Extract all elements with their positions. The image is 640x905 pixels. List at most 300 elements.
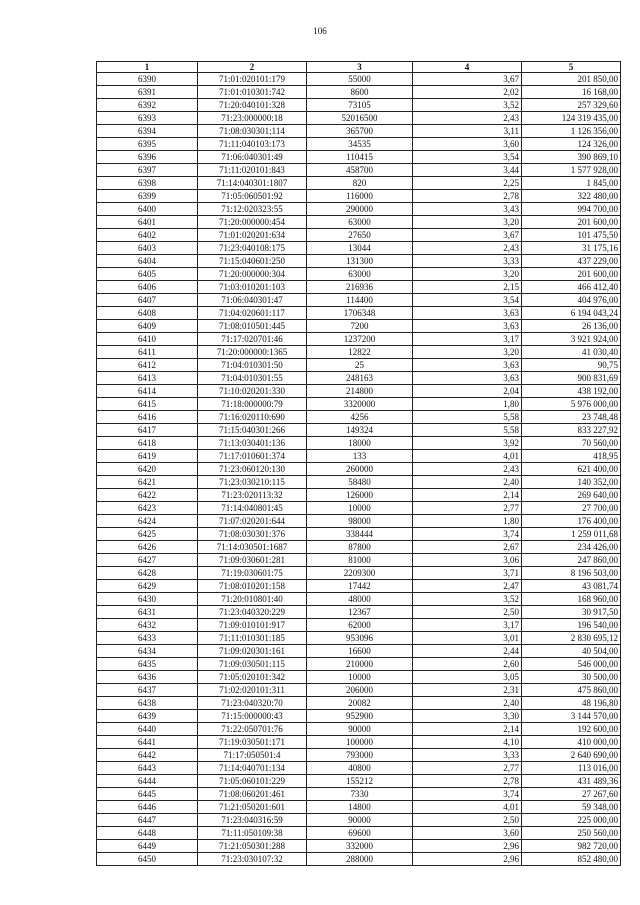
area-cell: 20082	[307, 697, 413, 710]
table-row	[97, 541, 621, 554]
table-row	[97, 203, 621, 216]
area-cell: 288000	[307, 853, 413, 866]
area-cell: 1706348	[307, 307, 413, 320]
table-row	[97, 697, 621, 710]
cadastral-number: 71:04:010301:55	[198, 372, 307, 385]
rate-cell: 2,78	[413, 775, 522, 788]
cadastral-number: 71:08:010501:445	[198, 320, 307, 333]
area-cell: 1237200	[307, 333, 413, 346]
cadastral-number: 71:05:020101:342	[198, 671, 307, 684]
cadastral-number: 71:17:050501:4	[198, 749, 307, 762]
row-number: 6422	[97, 489, 198, 502]
table-row	[97, 684, 621, 697]
rate-cell: 3,20	[413, 216, 522, 229]
table-row	[97, 814, 621, 827]
table-row	[97, 853, 621, 866]
cadastral-number: 71:17:010601:374	[198, 450, 307, 463]
table-row	[97, 73, 621, 86]
rate-cell: 3,01	[413, 632, 522, 645]
cadastral-number: 71:23:000000:18	[198, 112, 307, 125]
value-cell: 404 976,00	[522, 294, 621, 307]
area-cell: 338444	[307, 528, 413, 541]
rate-cell: 3,60	[413, 138, 522, 151]
table-header-row	[97, 62, 621, 73]
row-number: 6413	[97, 372, 198, 385]
value-cell: 247 860,00	[522, 554, 621, 567]
row-number: 6392	[97, 99, 198, 112]
row-number: 6401	[97, 216, 198, 229]
cadastral-number: 71:05:060501:92	[198, 190, 307, 203]
rate-cell: 2,77	[413, 762, 522, 775]
table-row	[97, 229, 621, 242]
table-row	[97, 242, 621, 255]
area-cell: 90000	[307, 723, 413, 736]
table-row	[97, 112, 621, 125]
area-cell: 155212	[307, 775, 413, 788]
value-cell: 101 475,50	[522, 229, 621, 242]
value-cell: 250 560,00	[522, 827, 621, 840]
value-cell: 124 319 435,00	[522, 112, 621, 125]
rate-cell: 3,67	[413, 73, 522, 86]
area-cell: 62000	[307, 619, 413, 632]
area-cell: 48000	[307, 593, 413, 606]
area-cell: 248163	[307, 372, 413, 385]
table-row	[97, 567, 621, 580]
page-number: 106	[313, 26, 327, 36]
table-row	[97, 255, 621, 268]
rate-cell: 3,20	[413, 346, 522, 359]
area-cell: 2209300	[307, 567, 413, 580]
row-number: 6417	[97, 424, 198, 437]
rate-cell: 3,05	[413, 671, 522, 684]
rate-cell: 3,74	[413, 528, 522, 541]
table-row	[97, 99, 621, 112]
row-number: 6432	[97, 619, 198, 632]
row-number: 6416	[97, 411, 198, 424]
rate-cell: 1,80	[413, 515, 522, 528]
row-number: 6429	[97, 580, 198, 593]
row-number: 6449	[97, 840, 198, 853]
row-number: 6434	[97, 645, 198, 658]
rate-cell: 3,63	[413, 372, 522, 385]
cadastral-number: 71:23:040108:175	[198, 242, 307, 255]
area-cell: 206000	[307, 684, 413, 697]
table-row	[97, 476, 621, 489]
rate-cell: 3,43	[413, 203, 522, 216]
rate-cell: 2,40	[413, 476, 522, 489]
area-cell: 17442	[307, 580, 413, 593]
rate-cell: 5,58	[413, 424, 522, 437]
row-number: 6439	[97, 710, 198, 723]
table-row	[97, 788, 621, 801]
value-cell: 70 560,00	[522, 437, 621, 450]
rate-cell: 3,67	[413, 229, 522, 242]
cadastral-number: 71:14:040301:1807	[198, 177, 307, 190]
row-number: 6391	[97, 86, 198, 99]
area-cell: 133	[307, 450, 413, 463]
cadastral-number: 71:11:040103:173	[198, 138, 307, 151]
table-row	[97, 320, 621, 333]
value-cell: 431 489,36	[522, 775, 621, 788]
rate-cell: 3,52	[413, 593, 522, 606]
row-number: 6433	[97, 632, 198, 645]
cadastral-number: 71:12:020323:55	[198, 203, 307, 216]
cadastral-number: 71:09:030601:281	[198, 554, 307, 567]
cadastral-number: 71:20:000000:454	[198, 216, 307, 229]
value-cell: 1 259 011,68	[522, 528, 621, 541]
table-row	[97, 632, 621, 645]
row-number: 6393	[97, 112, 198, 125]
table-body	[97, 73, 621, 866]
area-cell: 793000	[307, 749, 413, 762]
row-number: 6410	[97, 333, 198, 346]
table-row	[97, 619, 621, 632]
cadastral-number: 71:20:000000:1365	[198, 346, 307, 359]
row-number: 6403	[97, 242, 198, 255]
area-cell: 116000	[307, 190, 413, 203]
row-number: 6435	[97, 658, 198, 671]
rate-cell: 3,54	[413, 151, 522, 164]
table-row	[97, 125, 621, 138]
value-cell: 113 016,00	[522, 762, 621, 775]
rate-cell: 2,47	[413, 580, 522, 593]
cadastral-number: 71:06:040301:49	[198, 151, 307, 164]
table-row	[97, 840, 621, 853]
value-cell: 1 126 356,00	[522, 125, 621, 138]
area-cell: 110415	[307, 151, 413, 164]
row-number: 6424	[97, 515, 198, 528]
rate-cell: 2,15	[413, 281, 522, 294]
cadastral-number: 71:15:000000:43	[198, 710, 307, 723]
value-cell: 23 748,48	[522, 411, 621, 424]
area-cell: 34535	[307, 138, 413, 151]
rate-cell: 2,96	[413, 853, 522, 866]
row-number: 6438	[97, 697, 198, 710]
table-row	[97, 606, 621, 619]
rate-cell: 3,63	[413, 307, 522, 320]
table-row	[97, 437, 621, 450]
cadastral-number: 71:13:030401:136	[198, 437, 307, 450]
row-number: 6428	[97, 567, 198, 580]
cadastral-number: 71:01:020101:179	[198, 73, 307, 86]
table-row	[97, 749, 621, 762]
rate-cell: 2,44	[413, 645, 522, 658]
table-row	[97, 359, 621, 372]
area-cell: 58480	[307, 476, 413, 489]
area-cell: 13044	[307, 242, 413, 255]
table-row	[97, 554, 621, 567]
rate-cell: 4,01	[413, 450, 522, 463]
table-row	[97, 502, 621, 515]
rate-cell: 3,63	[413, 320, 522, 333]
value-cell: 2 640 690,00	[522, 749, 621, 762]
table-row	[97, 489, 621, 502]
area-cell: 81000	[307, 554, 413, 567]
area-cell: 332000	[307, 840, 413, 853]
area-cell: 55000	[307, 73, 413, 86]
table-row	[97, 307, 621, 320]
value-cell: 2 830 695,12	[522, 632, 621, 645]
rate-cell: 3,17	[413, 619, 522, 632]
cadastral-number: 71:15:040301:266	[198, 424, 307, 437]
row-number: 6418	[97, 437, 198, 450]
rate-cell: 2,67	[413, 541, 522, 554]
table-row	[97, 333, 621, 346]
area-cell: 4256	[307, 411, 413, 424]
table-row	[97, 528, 621, 541]
cadastral-number: 71:05:060101:229	[198, 775, 307, 788]
rate-cell: 2,43	[413, 112, 522, 125]
area-cell: 7200	[307, 320, 413, 333]
table-row	[97, 645, 621, 658]
area-cell: 98000	[307, 515, 413, 528]
row-number: 6426	[97, 541, 198, 554]
rate-cell: 2,04	[413, 385, 522, 398]
rate-cell: 3,92	[413, 437, 522, 450]
table-row	[97, 424, 621, 437]
cadastral-number: 71:01:020201:634	[198, 229, 307, 242]
value-cell: 59 348,00	[522, 801, 621, 814]
area-cell: 260000	[307, 463, 413, 476]
row-number: 6430	[97, 593, 198, 606]
area-cell: 458700	[307, 164, 413, 177]
rate-cell: 2,31	[413, 684, 522, 697]
table-row	[97, 827, 621, 840]
cadastral-number: 71:14:040701:134	[198, 762, 307, 775]
cadastral-number: 71:14:030501:1687	[198, 541, 307, 554]
row-number: 6419	[97, 450, 198, 463]
area-cell: 69600	[307, 827, 413, 840]
rate-cell: 3,33	[413, 255, 522, 268]
cadastral-number: 71:04:020601:117	[198, 307, 307, 320]
row-number: 6399	[97, 190, 198, 203]
area-cell: 114400	[307, 294, 413, 307]
cadastral-number: 71:23:060120:130	[198, 463, 307, 476]
value-cell: 192 600,00	[522, 723, 621, 736]
area-cell: 131300	[307, 255, 413, 268]
cadastral-number: 71:09:010101:917	[198, 619, 307, 632]
area-cell: 10000	[307, 502, 413, 515]
value-cell: 27 267,60	[522, 788, 621, 801]
value-cell: 124 326,00	[522, 138, 621, 151]
area-cell: 216936	[307, 281, 413, 294]
value-cell: 437 229,00	[522, 255, 621, 268]
table-row	[97, 385, 621, 398]
rate-cell: 2,60	[413, 658, 522, 671]
table-row	[97, 710, 621, 723]
area-cell: 149324	[307, 424, 413, 437]
row-number: 6450	[97, 853, 198, 866]
area-cell: 820	[307, 177, 413, 190]
value-cell: 994 700,00	[522, 203, 621, 216]
area-cell: 27650	[307, 229, 413, 242]
row-number: 6395	[97, 138, 198, 151]
cadastral-number: 71:08:030301:114	[198, 125, 307, 138]
value-cell: 40 504,00	[522, 645, 621, 658]
table-row	[97, 398, 621, 411]
cadastral-number: 71:23:040320:229	[198, 606, 307, 619]
cadastral-number: 71:02:020101:311	[198, 684, 307, 697]
cadastral-number: 71:10:020201:330	[198, 385, 307, 398]
row-number: 6427	[97, 554, 198, 567]
row-number: 6390	[97, 73, 198, 86]
rate-cell: 4,10	[413, 736, 522, 749]
rate-cell: 3,63	[413, 359, 522, 372]
area-cell: 90000	[307, 814, 413, 827]
cadastral-number: 71:19:030501:171	[198, 736, 307, 749]
column-header-3: 3	[307, 62, 413, 73]
value-cell: 41 030,40	[522, 346, 621, 359]
table-row	[97, 723, 621, 736]
value-cell: 546 000,00	[522, 658, 621, 671]
row-number: 6414	[97, 385, 198, 398]
cadastral-number: 71:11:010301:185	[198, 632, 307, 645]
area-cell: 16600	[307, 645, 413, 658]
row-number: 6437	[97, 684, 198, 697]
table-row	[97, 372, 621, 385]
value-cell: 475 860,00	[522, 684, 621, 697]
row-number: 6402	[97, 229, 198, 242]
rate-cell: 2,14	[413, 489, 522, 502]
row-number: 6415	[97, 398, 198, 411]
table-row	[97, 450, 621, 463]
area-cell: 290000	[307, 203, 413, 216]
area-cell: 40800	[307, 762, 413, 775]
row-number: 6423	[97, 502, 198, 515]
row-number: 6448	[97, 827, 198, 840]
rate-cell: 3,52	[413, 99, 522, 112]
cadastral-number: 71:11:050109:38	[198, 827, 307, 840]
cadastral-number: 71:08:030301:376	[198, 528, 307, 541]
column-header-2: 2	[198, 62, 307, 73]
value-cell: 833 227,92	[522, 424, 621, 437]
row-number: 6442	[97, 749, 198, 762]
cadastral-number: 71:06:040301:47	[198, 294, 307, 307]
row-number: 6447	[97, 814, 198, 827]
rate-cell: 2,25	[413, 177, 522, 190]
table-row	[97, 268, 621, 281]
rate-cell: 3,30	[413, 710, 522, 723]
rate-cell: 4,01	[413, 801, 522, 814]
table-row	[97, 515, 621, 528]
row-number: 6398	[97, 177, 198, 190]
cadastral-number: 71:14:040801:45	[198, 502, 307, 515]
cadastral-number: 71:17:020701:46	[198, 333, 307, 346]
row-number: 6394	[97, 125, 198, 138]
cadastral-number: 71:23:030107:32	[198, 853, 307, 866]
row-number: 6441	[97, 736, 198, 749]
area-cell: 952900	[307, 710, 413, 723]
area-cell: 8600	[307, 86, 413, 99]
area-cell: 210000	[307, 658, 413, 671]
cadastral-number: 71:04:010301:50	[198, 359, 307, 372]
rate-cell: 2,02	[413, 86, 522, 99]
row-number: 6445	[97, 788, 198, 801]
value-cell: 3 144 570,00	[522, 710, 621, 723]
row-number: 6408	[97, 307, 198, 320]
cadastral-number: 71:23:040316:59	[198, 814, 307, 827]
value-cell: 322 480,00	[522, 190, 621, 203]
rate-cell: 2,40	[413, 697, 522, 710]
value-cell: 3 921 924,00	[522, 333, 621, 346]
area-cell: 14800	[307, 801, 413, 814]
value-cell: 982 720,00	[522, 840, 621, 853]
row-number: 6407	[97, 294, 198, 307]
cadastral-number: 71:19:030601:75	[198, 567, 307, 580]
row-number: 6406	[97, 281, 198, 294]
row-number: 6409	[97, 320, 198, 333]
area-cell: 63000	[307, 216, 413, 229]
table-row	[97, 294, 621, 307]
table-row	[97, 658, 621, 671]
value-cell: 1 577 928,00	[522, 164, 621, 177]
cadastral-number: 71:20:010801:40	[198, 593, 307, 606]
area-cell: 12367	[307, 606, 413, 619]
area-cell: 12822	[307, 346, 413, 359]
value-cell: 30 917,50	[522, 606, 621, 619]
value-cell: 8 196 503,00	[522, 567, 621, 580]
rate-cell: 2,14	[413, 723, 522, 736]
table-row	[97, 671, 621, 684]
value-cell: 140 352,00	[522, 476, 621, 489]
cadastral-number: 71:11:020101:843	[198, 164, 307, 177]
rate-cell: 5,58	[413, 411, 522, 424]
table-row	[97, 216, 621, 229]
rate-cell: 1,80	[413, 398, 522, 411]
area-cell: 7330	[307, 788, 413, 801]
rate-cell: 3,71	[413, 567, 522, 580]
value-cell: 43 081,74	[522, 580, 621, 593]
area-cell: 73105	[307, 99, 413, 112]
value-cell: 201 850,00	[522, 73, 621, 86]
table-row	[97, 281, 621, 294]
registry-table	[96, 61, 621, 866]
cadastral-number: 71:21:050201:601	[198, 801, 307, 814]
table-row	[97, 86, 621, 99]
table-row	[97, 164, 621, 177]
row-number: 6405	[97, 268, 198, 281]
value-cell: 6 194 043,24	[522, 307, 621, 320]
table-row	[97, 736, 621, 749]
table-row	[97, 346, 621, 359]
value-cell: 90,75	[522, 359, 621, 372]
table-row	[97, 580, 621, 593]
value-cell: 438 192,00	[522, 385, 621, 398]
cadastral-number: 71:21:050301:288	[198, 840, 307, 853]
table-row	[97, 138, 621, 151]
column-header-4: 4	[413, 62, 522, 73]
rate-cell: 2,50	[413, 606, 522, 619]
area-cell: 52016500	[307, 112, 413, 125]
rate-cell: 3,60	[413, 827, 522, 840]
rate-cell: 2,43	[413, 242, 522, 255]
area-cell: 100000	[307, 736, 413, 749]
value-cell: 176 400,00	[522, 515, 621, 528]
row-number: 6421	[97, 476, 198, 489]
row-number: 6431	[97, 606, 198, 619]
area-cell: 3320000	[307, 398, 413, 411]
row-number: 6396	[97, 151, 198, 164]
value-cell: 390 869,10	[522, 151, 621, 164]
cadastral-number: 71:09:020301:161	[198, 645, 307, 658]
column-header-1: 1	[97, 62, 198, 73]
row-number: 6446	[97, 801, 198, 814]
cadastral-number: 71:20:040101:328	[198, 99, 307, 112]
area-cell: 18000	[307, 437, 413, 450]
value-cell: 16 168,00	[522, 86, 621, 99]
cadastral-number: 71:03:010201:103	[198, 281, 307, 294]
table-row	[97, 177, 621, 190]
